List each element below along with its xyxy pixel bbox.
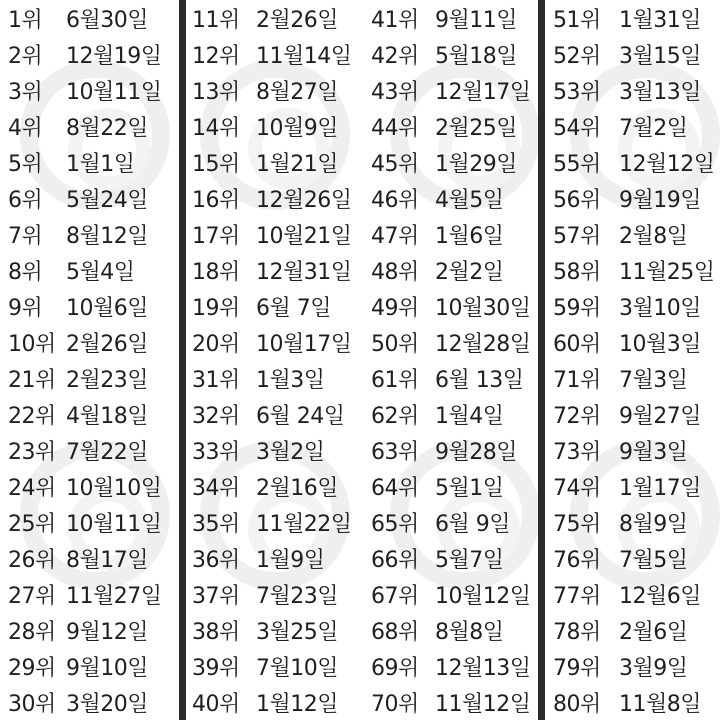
- rank-label: 39위: [192, 655, 240, 681]
- ranking-row: [547, 216, 720, 252]
- ranking-row: [186, 108, 357, 144]
- rank-label: 80위: [553, 691, 601, 717]
- rank-label: 7위: [8, 223, 43, 249]
- ranking-row: [0, 612, 178, 648]
- ranking-row: [365, 612, 535, 648]
- ranking-row: [0, 324, 178, 360]
- birthday-date: 7월3일: [619, 367, 688, 393]
- ranking-row: [547, 576, 720, 612]
- ranking-row: [0, 468, 178, 504]
- ranking-row: [0, 576, 178, 612]
- birthday-date: 12월6일: [619, 583, 701, 609]
- rank-label: 52위: [553, 43, 601, 69]
- ranking-row: [0, 504, 178, 540]
- ranking-row: [186, 576, 357, 612]
- ranking-row: [365, 216, 535, 252]
- ranking-row: [365, 540, 535, 576]
- birthday-date: 5월24일: [66, 187, 148, 213]
- birthday-date: 9월28일: [435, 439, 517, 465]
- column-divider: [179, 0, 186, 720]
- birthday-date: 2월2일: [435, 259, 504, 285]
- birthday-date: 5월4일: [66, 259, 135, 285]
- ranking-row: [547, 684, 720, 720]
- rank-label: 57위: [553, 223, 601, 249]
- rank-label: 38위: [192, 619, 240, 645]
- ranking-row: [0, 432, 178, 468]
- rank-label: 8위: [8, 259, 43, 285]
- rank-label: 79위: [553, 655, 601, 681]
- birthday-date: 9월27일: [619, 403, 701, 429]
- ranking-column-1: [0, 0, 178, 720]
- rank-label: 34위: [192, 475, 240, 501]
- ranking-row: [365, 72, 535, 108]
- birthday-date: 6월 13일: [435, 367, 524, 393]
- ranking-row: [186, 288, 357, 324]
- rank-label: 53위: [553, 79, 601, 105]
- birthday-date: 6월 24일: [256, 403, 345, 429]
- birthday-date: 10월11일: [66, 79, 162, 105]
- rank-label: 43위: [371, 79, 419, 105]
- birthday-date: 2월6일: [619, 619, 688, 645]
- birthday-date: 3월10일: [619, 295, 701, 321]
- birthday-date: 1월9일: [256, 547, 325, 573]
- ranking-row: [365, 504, 535, 540]
- birthday-date: 5월1일: [435, 475, 504, 501]
- ranking-row: [365, 468, 535, 504]
- ranking-row: [186, 36, 357, 72]
- ranking-row: [365, 252, 535, 288]
- rank-label: 30위: [8, 691, 56, 717]
- birthday-date: 10월9일: [256, 115, 338, 141]
- ranking-row: [0, 180, 178, 216]
- birthday-date: 1월6일: [435, 223, 504, 249]
- rank-label: 71위: [553, 367, 601, 393]
- ranking-row: [547, 0, 720, 36]
- rank-label: 73위: [553, 439, 601, 465]
- birthday-date: 12월17일: [435, 79, 531, 105]
- birthday-date: 5월7일: [435, 547, 504, 573]
- rank-label: 40위: [192, 691, 240, 717]
- birthday-date: 3월9일: [619, 655, 688, 681]
- birthday-date: 9월11일: [435, 7, 517, 33]
- rank-label: 50위: [371, 331, 419, 357]
- ranking-row: [365, 180, 535, 216]
- ranking-row: [547, 108, 720, 144]
- ranking-row: [0, 36, 178, 72]
- rank-label: 47위: [371, 223, 419, 249]
- birthday-date: 3월25일: [256, 619, 338, 645]
- rank-label: 60위: [553, 331, 601, 357]
- birthday-date: 2월26일: [66, 331, 148, 357]
- birthday-date: 3월20일: [66, 691, 148, 717]
- rank-label: 67위: [371, 583, 419, 609]
- ranking-row: [547, 396, 720, 432]
- rank-label: 10위: [8, 331, 56, 357]
- ranking-row: [186, 0, 357, 36]
- ranking-row: [547, 432, 720, 468]
- rank-label: 48위: [371, 259, 419, 285]
- birthday-date: 10월11일: [66, 511, 162, 537]
- rank-label: 58위: [553, 259, 601, 285]
- ranking-row: [547, 360, 720, 396]
- birthday-date: 1월29일: [435, 151, 517, 177]
- ranking-row: [186, 144, 357, 180]
- rank-label: 18위: [192, 259, 240, 285]
- ranking-row: [365, 288, 535, 324]
- rank-label: 1위: [8, 7, 43, 33]
- rank-label: 6위: [8, 187, 43, 213]
- birthday-date: 10월17일: [256, 331, 352, 357]
- birthday-date: 7월23일: [256, 583, 338, 609]
- birthday-date: 12월28일: [435, 331, 531, 357]
- rank-label: 63위: [371, 439, 419, 465]
- birthday-date: 6월30일: [66, 7, 148, 33]
- ranking-row: [547, 648, 720, 684]
- birthday-date: 1월21일: [256, 151, 338, 177]
- rank-label: 55위: [553, 151, 601, 177]
- ranking-row: [547, 504, 720, 540]
- rank-label: 31위: [192, 367, 240, 393]
- rank-label: 17위: [192, 223, 240, 249]
- rank-label: 42위: [371, 43, 419, 69]
- ranking-row: [0, 144, 178, 180]
- ranking-row: [0, 396, 178, 432]
- ranking-row: [0, 684, 178, 720]
- rank-label: 44위: [371, 115, 419, 141]
- rank-label: 23위: [8, 439, 56, 465]
- ranking-row: [186, 540, 357, 576]
- ranking-row: [186, 216, 357, 252]
- rank-label: 45위: [371, 151, 419, 177]
- rank-label: 51위: [553, 7, 601, 33]
- ranking-row: [547, 288, 720, 324]
- rank-label: 49위: [371, 295, 419, 321]
- rank-label: 66위: [371, 547, 419, 573]
- rank-label: 46위: [371, 187, 419, 213]
- rank-label: 69위: [371, 655, 419, 681]
- birthday-date: 4월18일: [66, 403, 148, 429]
- ranking-row: [365, 684, 535, 720]
- ranking-row: [365, 360, 535, 396]
- birthday-date: 3월13일: [619, 79, 701, 105]
- birthday-date: 12월13일: [435, 655, 531, 681]
- birthday-date: 3월2일: [256, 439, 325, 465]
- birthday-date: 11월12일: [435, 691, 531, 717]
- ranking-row: [186, 504, 357, 540]
- ranking-row: [186, 72, 357, 108]
- ranking-row: [547, 36, 720, 72]
- birthday-date: 9월3일: [619, 439, 688, 465]
- ranking-row: [365, 108, 535, 144]
- rank-label: 54위: [553, 115, 601, 141]
- ranking-row: [547, 144, 720, 180]
- birthday-date: 2월23일: [66, 367, 148, 393]
- column-divider: [538, 0, 545, 720]
- ranking-row: [365, 0, 535, 36]
- birthday-date: 9월19일: [619, 187, 701, 213]
- rank-label: 25위: [8, 511, 56, 537]
- birthday-date: 8월12일: [66, 223, 148, 249]
- ranking-row: [186, 612, 357, 648]
- birthday-date: 11월25일: [619, 259, 715, 285]
- ranking-row: [0, 108, 178, 144]
- ranking-column-2: [186, 0, 357, 720]
- birthday-date: 12월19일: [66, 43, 162, 69]
- birthday-date: 12월12일: [619, 151, 715, 177]
- ranking-row: [186, 396, 357, 432]
- rank-label: 9위: [8, 295, 43, 321]
- birthday-date: 1월31일: [619, 7, 701, 33]
- rank-label: 78위: [553, 619, 601, 645]
- birthday-date: 10월12일: [435, 583, 531, 609]
- ranking-row: [186, 468, 357, 504]
- birthday-date: 7월2일: [619, 115, 688, 141]
- birthday-date: 10월10일: [66, 475, 162, 501]
- birthday-date: 11월22일: [256, 511, 352, 537]
- rank-label: 5위: [8, 151, 43, 177]
- ranking-row: [186, 360, 357, 396]
- birthday-date: 7월22일: [66, 439, 148, 465]
- rank-label: 21위: [8, 367, 56, 393]
- ranking-row: [547, 252, 720, 288]
- birthday-date: 10월6일: [66, 295, 148, 321]
- ranking-row: [365, 36, 535, 72]
- ranking-row: [186, 324, 357, 360]
- rank-label: 22위: [8, 403, 56, 429]
- rank-label: 32위: [192, 403, 240, 429]
- ranking-row: [0, 216, 178, 252]
- rank-label: 13위: [192, 79, 240, 105]
- rank-label: 77위: [553, 583, 601, 609]
- ranking-row: [547, 72, 720, 108]
- rank-label: 76위: [553, 547, 601, 573]
- ranking-row: [365, 324, 535, 360]
- rank-label: 20위: [192, 331, 240, 357]
- ranking-row: [365, 144, 535, 180]
- birthday-date: 1월17일: [619, 475, 701, 501]
- birthday-date: 8월8일: [435, 619, 504, 645]
- ranking-row: [186, 252, 357, 288]
- rank-label: 2위: [8, 43, 43, 69]
- rank-label: 59위: [553, 295, 601, 321]
- ranking-row: [365, 432, 535, 468]
- rank-label: 26위: [8, 547, 56, 573]
- rank-label: 24위: [8, 475, 56, 501]
- birthday-date: 4월5일: [435, 187, 504, 213]
- birthday-date: 2월16일: [256, 475, 338, 501]
- rank-label: 12위: [192, 43, 240, 69]
- birthday-date: 2월25일: [435, 115, 517, 141]
- birthday-date: 10월21일: [256, 223, 352, 249]
- birthday-date: 1월4일: [435, 403, 504, 429]
- ranking-row: [547, 324, 720, 360]
- ranking-row: [0, 360, 178, 396]
- rank-label: 75위: [553, 511, 601, 537]
- rank-label: 68위: [371, 619, 419, 645]
- rank-label: 64위: [371, 475, 419, 501]
- rank-label: 29위: [8, 655, 56, 681]
- birthday-date: 8월17일: [66, 547, 148, 573]
- rank-label: 27위: [8, 583, 56, 609]
- birthday-date: 6월 9일: [435, 511, 510, 537]
- birthday-date: 11월14일: [256, 43, 352, 69]
- ranking-row: [0, 288, 178, 324]
- ranking-row: [0, 0, 178, 36]
- rank-label: 41위: [371, 7, 419, 33]
- rank-label: 3위: [8, 79, 43, 105]
- ranking-column-4: [547, 0, 720, 720]
- birthday-date: 12월31일: [256, 259, 352, 285]
- rank-label: 62위: [371, 403, 419, 429]
- rank-label: 28위: [8, 619, 56, 645]
- birthday-date: 5월18일: [435, 43, 517, 69]
- rank-label: 35위: [192, 511, 240, 537]
- rank-label: 19위: [192, 295, 240, 321]
- rank-label: 4위: [8, 115, 43, 141]
- ranking-row: [0, 252, 178, 288]
- birthday-date: 7월5일: [619, 547, 688, 573]
- birthday-date: 8월22일: [66, 115, 148, 141]
- rank-label: 56위: [553, 187, 601, 213]
- ranking-row: [365, 396, 535, 432]
- ranking-row: [547, 468, 720, 504]
- birthday-date: 6월 7일: [256, 295, 331, 321]
- birthday-date: 8월27일: [256, 79, 338, 105]
- rank-label: 15위: [192, 151, 240, 177]
- birthday-date: 1월3일: [256, 367, 325, 393]
- rank-label: 33위: [192, 439, 240, 465]
- rank-label: 70위: [371, 691, 419, 717]
- rank-label: 61위: [371, 367, 419, 393]
- birthday-date: 11월8일: [619, 691, 701, 717]
- birthday-date: 9월12일: [66, 619, 148, 645]
- ranking-column-3: [365, 0, 535, 720]
- rank-label: 16위: [192, 187, 240, 213]
- ranking-row: [365, 648, 535, 684]
- birthday-date: 2월8일: [619, 223, 688, 249]
- ranking-row: [365, 576, 535, 612]
- ranking-row: [0, 72, 178, 108]
- ranking-row: [186, 648, 357, 684]
- birthday-date: 10월30일: [435, 295, 531, 321]
- birthday-date: 3월15일: [619, 43, 701, 69]
- ranking-row: [547, 540, 720, 576]
- rank-label: 72위: [553, 403, 601, 429]
- rank-label: 11위: [192, 7, 240, 33]
- birthday-date: 12월26일: [256, 187, 352, 213]
- rank-label: 36위: [192, 547, 240, 573]
- birthday-date: 1월1일: [66, 151, 135, 177]
- ranking-row: [547, 612, 720, 648]
- ranking-row: [186, 684, 357, 720]
- ranking-row: [547, 180, 720, 216]
- ranking-row: [186, 432, 357, 468]
- birthday-date: 9월10일: [66, 655, 148, 681]
- birthday-date: 1월12일: [256, 691, 338, 717]
- rank-label: 65위: [371, 511, 419, 537]
- ranking-row: [0, 648, 178, 684]
- rank-label: 37위: [192, 583, 240, 609]
- birthday-date: 10월3일: [619, 331, 701, 357]
- birthday-date: 2월26일: [256, 7, 338, 33]
- rank-label: 74위: [553, 475, 601, 501]
- birthday-date: 8월9일: [619, 511, 688, 537]
- birthday-date: 7월10일: [256, 655, 338, 681]
- ranking-row: [186, 180, 357, 216]
- rank-label: 14위: [192, 115, 240, 141]
- birthday-date: 11월27일: [66, 583, 162, 609]
- ranking-row: [0, 540, 178, 576]
